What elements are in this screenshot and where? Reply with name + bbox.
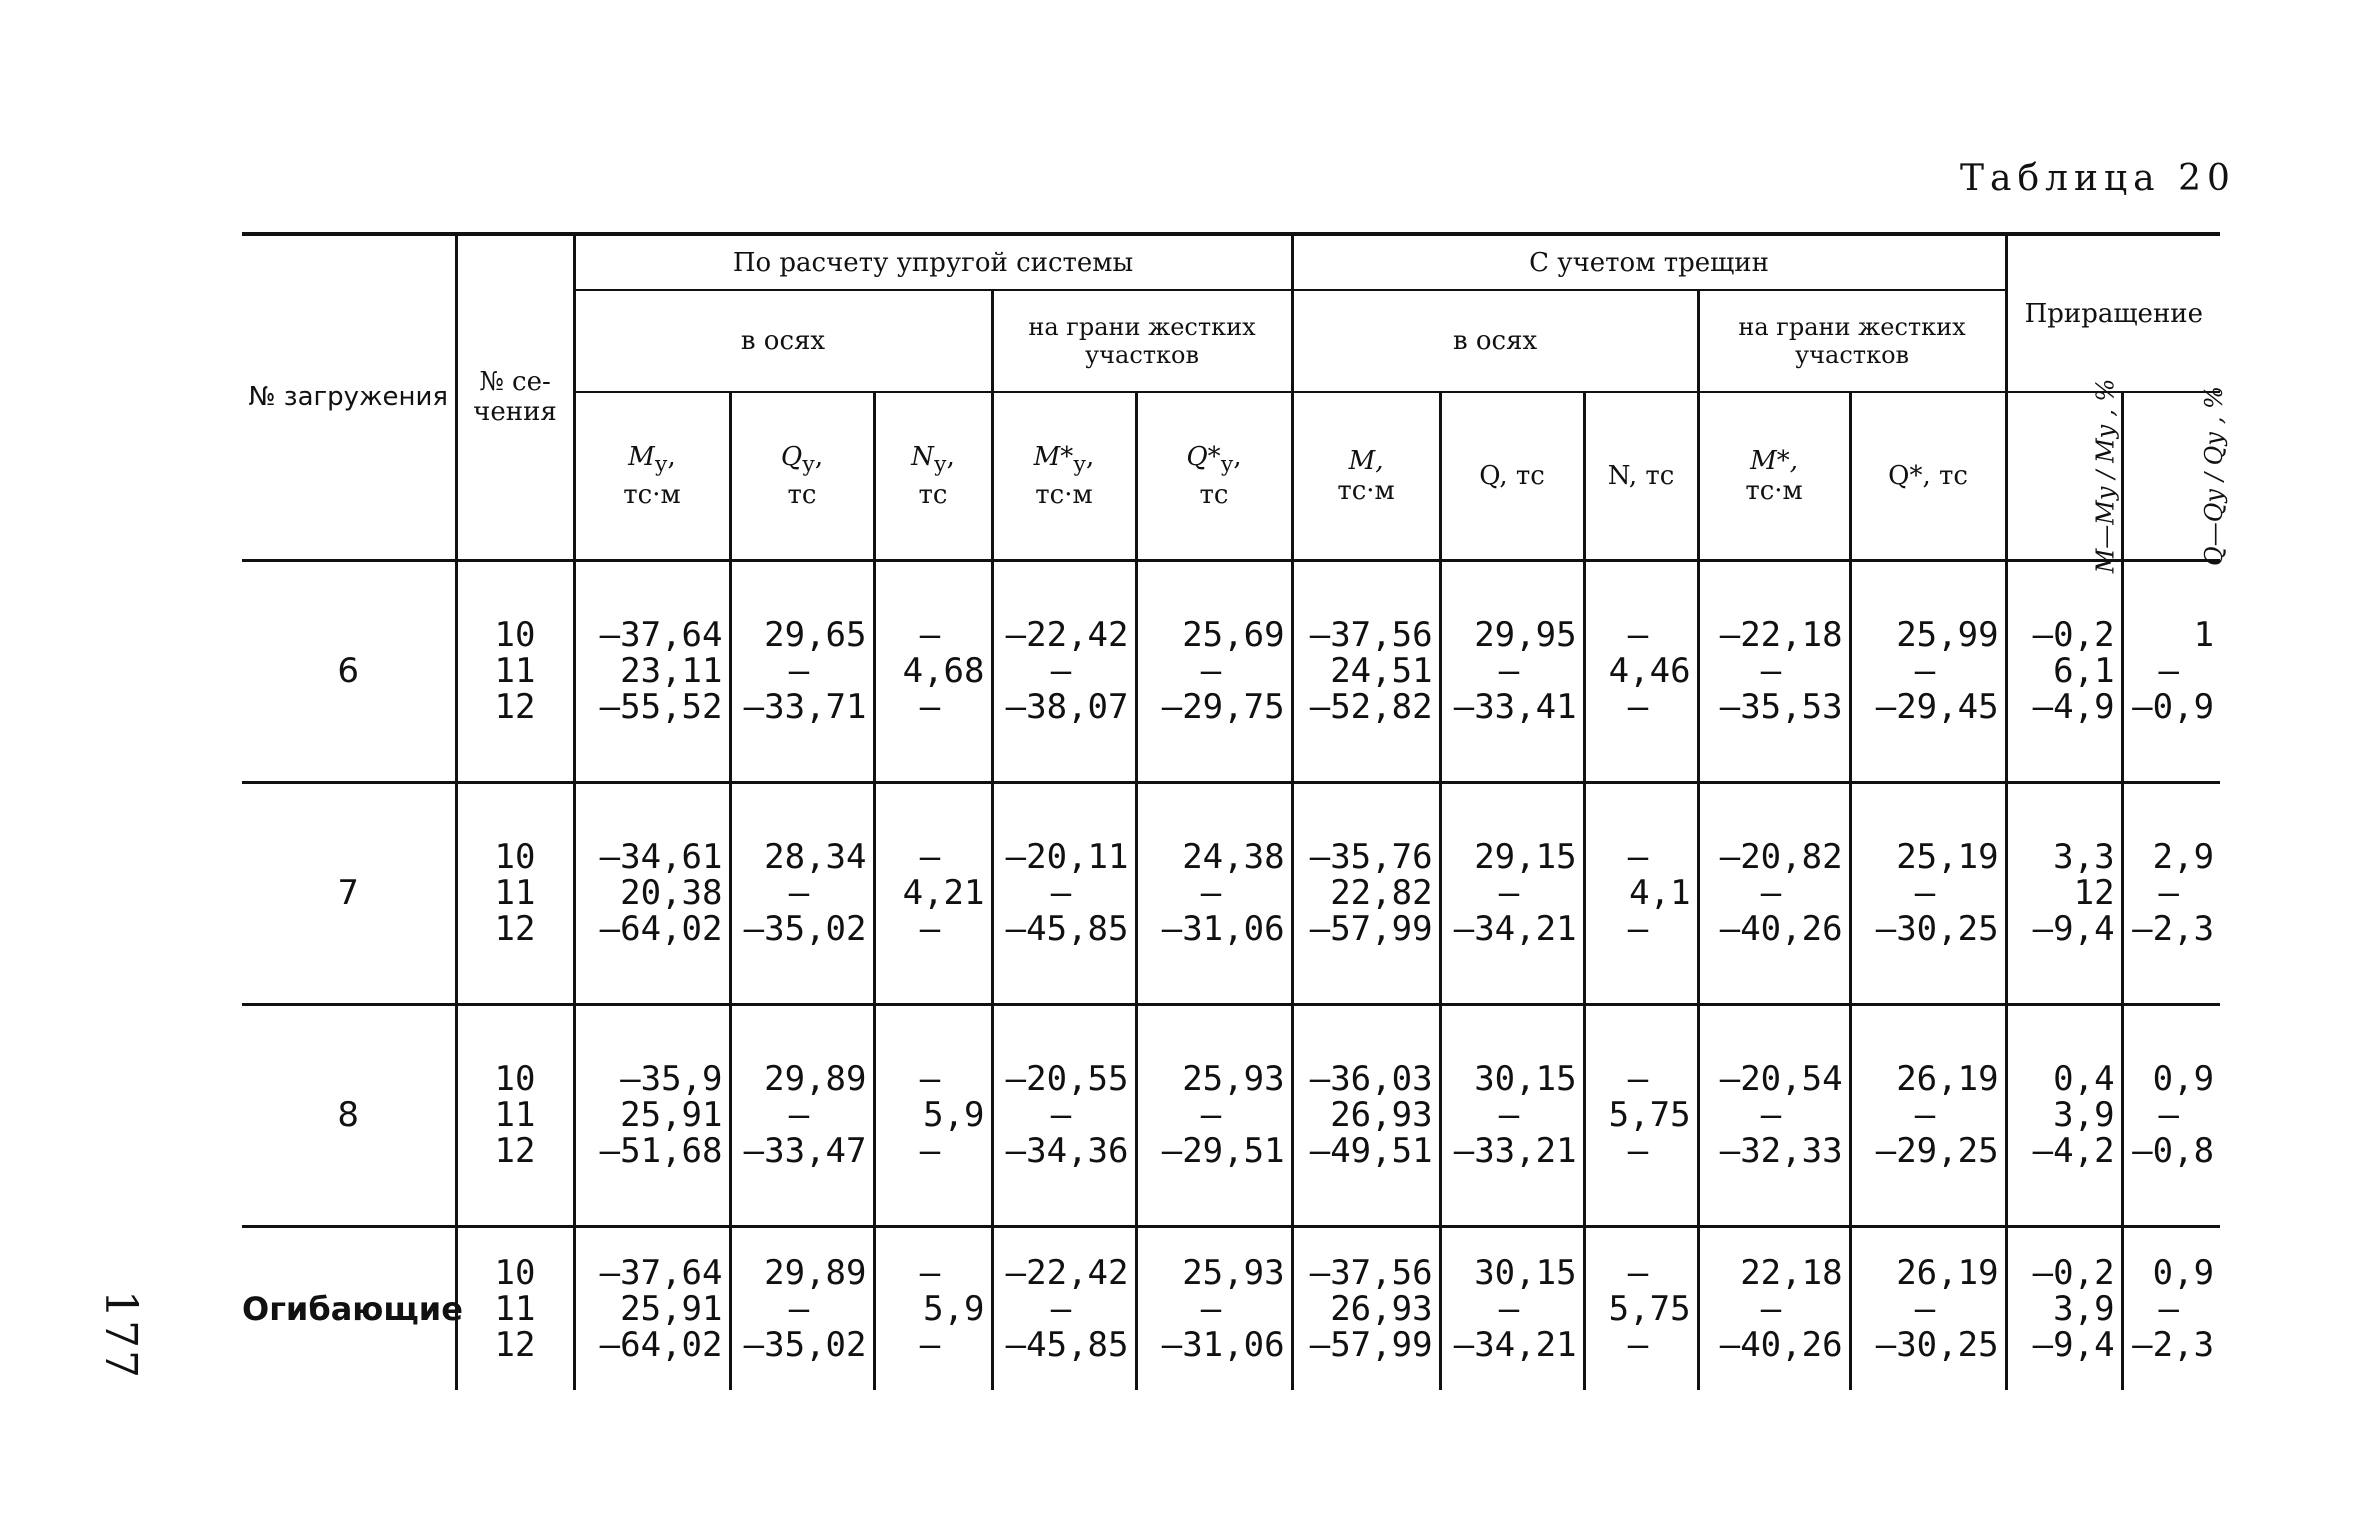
cell-value: — (1200, 873, 1222, 913)
cell-value: — (1627, 837, 1649, 877)
col-ms: M*, тс·м (1698, 392, 1850, 560)
cell-value: 2,9 (2152, 837, 2215, 877)
cell-value: —0,9 (2132, 687, 2215, 727)
cell-value: 25,99 (1896, 615, 1999, 655)
cell-value: — (1627, 909, 1649, 949)
cell-my (574, 560, 730, 782)
cell-dm (2006, 1004, 2122, 1226)
cell-m (1292, 782, 1440, 1004)
cell-value: — (1914, 1288, 1936, 1329)
cell-ny (874, 1004, 992, 1226)
cell-value: 4,1 (1629, 873, 1691, 913)
section-value: 12 (494, 1324, 536, 1365)
cell-qs (1850, 560, 2006, 782)
cell-mys (992, 1004, 1136, 1226)
cell-m (1292, 560, 1440, 782)
header-elastic-axes: в осях (574, 290, 992, 392)
cell-value: —35,02 (743, 909, 867, 949)
cell-value: — (919, 1131, 941, 1171)
cell-value: —34,61 (599, 837, 723, 877)
cell-value: — (1050, 1288, 1072, 1329)
cell-value: —29,25 (1875, 1131, 1999, 1171)
cell-value: —37,64 (599, 615, 723, 655)
cell-dq (2122, 1004, 2220, 1226)
cell-value: —9,4 (2032, 909, 2115, 949)
cell-value: — (2158, 1288, 2180, 1329)
table-row (242, 1004, 2220, 1226)
cell-value: 26,93 (1330, 1288, 1433, 1329)
load-label: 7 (242, 782, 456, 1004)
page-number: 177 (95, 1290, 146, 1380)
cell-value: 0,9 (2152, 1252, 2215, 1293)
cell-value: —22,18 (1719, 615, 1843, 655)
cell-value: 22,82 (1330, 873, 1433, 913)
cell-value: —37,56 (1309, 1252, 1433, 1293)
cell-value: —57,99 (1309, 909, 1433, 949)
cell-m (1292, 1226, 1440, 1390)
cell-value: —0,2 (2032, 1252, 2115, 1293)
cell-dq (2122, 782, 2220, 1004)
cell-dm (2006, 1226, 2122, 1390)
cell-value: — (919, 1059, 941, 1099)
cell-value: 29,15 (1474, 837, 1577, 877)
cell-value: — (1627, 687, 1649, 727)
cell-value: — (1760, 873, 1782, 913)
cell-value: —64,02 (599, 909, 723, 949)
cell-value: — (1627, 1252, 1649, 1293)
cell-value: 25,91 (620, 1095, 723, 1135)
cell-value: —34,36 (1005, 1131, 1129, 1171)
cell-value: 28,34 (764, 837, 867, 877)
header-cracks: С учетом трещин (1292, 234, 2006, 290)
cell-value: —22,42 (1005, 1252, 1129, 1293)
section-value: 11 (494, 873, 536, 913)
cell-value: 12 (2073, 873, 2115, 913)
cell-value: — (919, 687, 941, 727)
cell-value: —35,9 (620, 1059, 723, 1099)
cell-value: —30,25 (1875, 909, 1999, 949)
cell-value: — (1498, 1288, 1520, 1329)
cell-value: 22,18 (1740, 1252, 1843, 1293)
cell-value: — (1498, 651, 1520, 691)
col-q: Q, тс (1440, 392, 1584, 560)
cell-qys (1136, 782, 1292, 1004)
cell-value: —31,06 (1161, 1324, 1285, 1365)
cell-value: —31,06 (1161, 909, 1285, 949)
cell-ny (874, 560, 992, 782)
cell-value: 5,75 (1608, 1095, 1691, 1135)
cell-value: — (1627, 1324, 1649, 1365)
cell-ny (874, 1226, 992, 1390)
cell-value: 30,15 (1474, 1252, 1577, 1293)
header-cracks-faces: на грани жестких участков (1698, 290, 2006, 392)
cell-qy (730, 1226, 874, 1390)
cell-mys (992, 1226, 1136, 1390)
cell-value: —29,75 (1161, 687, 1285, 727)
cell-value: 29,89 (764, 1252, 867, 1293)
cell-value: — (1914, 873, 1936, 913)
cell-value: —52,82 (1309, 687, 1433, 727)
section-value: 10 (494, 1252, 536, 1293)
cell-q (1440, 782, 1584, 1004)
cell-value: — (1627, 1059, 1649, 1099)
cell-value: — (1627, 615, 1649, 655)
cell-value: —33,21 (1453, 1131, 1577, 1171)
load-label: Огибающие (242, 1226, 456, 1390)
cell-value: —35,02 (743, 1324, 867, 1365)
cell-value: 20,38 (620, 873, 723, 913)
header-elastic: По расчету упругой системы (574, 234, 1292, 290)
cell-value: —4,9 (2032, 687, 2115, 727)
cell-value: —29,45 (1875, 687, 1999, 727)
cell-value: — (919, 1324, 941, 1365)
cell-value: — (1050, 651, 1072, 691)
cell-value: — (919, 615, 941, 655)
cell-value: 30,15 (1474, 1059, 1577, 1099)
cell-n (1584, 782, 1698, 1004)
table-caption: Таблица 20 (1960, 158, 2236, 199)
header-increment: Приращение (2006, 234, 2220, 392)
cell-qy (730, 782, 874, 1004)
cell-value: — (1200, 651, 1222, 691)
cell-ny (874, 782, 992, 1004)
cell-value: — (1498, 873, 1520, 913)
cell-value: —45,85 (1005, 909, 1129, 949)
cell-value: — (1760, 1288, 1782, 1329)
cell-ms (1698, 782, 1850, 1004)
section-value: 10 (494, 1059, 536, 1099)
cell-q (1440, 1226, 1584, 1390)
col-m: M, тс·м (1292, 392, 1440, 560)
cell-value: 0,4 (2053, 1059, 2115, 1099)
cell-value: — (788, 873, 810, 913)
load-label: 8 (242, 1004, 456, 1226)
cell-value: —34,21 (1453, 1324, 1577, 1365)
cell-qys (1136, 560, 1292, 782)
cell-value: 4,46 (1608, 651, 1691, 691)
cell-ms (1698, 1226, 1850, 1390)
cell-my (574, 1226, 730, 1390)
cell-value: — (788, 1095, 810, 1135)
cell-value: 29,95 (1474, 615, 1577, 655)
cell-q (1440, 1004, 1584, 1226)
cell-value: — (1050, 1095, 1072, 1135)
cell-my (574, 1004, 730, 1226)
cell-value: 25,69 (1182, 615, 1285, 655)
table-row (242, 1226, 2220, 1390)
col-n: N, тс (1584, 392, 1698, 560)
cell-value: 4,21 (902, 873, 985, 913)
header-load-no: № загружения (242, 234, 456, 560)
header-cracks-axes: в осях (1292, 290, 1698, 392)
section-value: 10 (494, 837, 536, 877)
cell-dm (2006, 560, 2122, 782)
section-value: 11 (494, 1095, 536, 1135)
cell-value: —20,82 (1719, 837, 1843, 877)
cell-value: — (2158, 1095, 2180, 1135)
cell-value: —33,71 (743, 687, 867, 727)
cell-value: 23,11 (620, 651, 723, 691)
cell-value: — (2158, 651, 2180, 691)
section-cell (456, 1004, 574, 1226)
cell-value: — (788, 1288, 810, 1329)
cell-qy (730, 560, 874, 782)
cell-value: — (1760, 651, 1782, 691)
cell-value: —33,41 (1453, 687, 1577, 727)
cell-mys (992, 560, 1136, 782)
header-elastic-faces: на грани жестких участков (992, 290, 1292, 392)
section-value: 10 (494, 615, 536, 655)
section-cell (456, 782, 574, 1004)
cell-value: 3,9 (2053, 1288, 2115, 1329)
cell-value: —40,26 (1719, 909, 1843, 949)
cell-q (1440, 560, 1584, 782)
cell-ms (1698, 1004, 1850, 1226)
cell-value: 5,9 (923, 1288, 985, 1329)
cell-my (574, 782, 730, 1004)
cell-value: —0,8 (2132, 1131, 2215, 1171)
cell-value: 29,65 (764, 615, 867, 655)
cell-value: —4,2 (2032, 1131, 2115, 1171)
cell-value: — (919, 837, 941, 877)
section-cell (456, 560, 574, 782)
cell-value: —2,3 (2132, 1324, 2215, 1365)
cell-value: 24,51 (1330, 651, 1433, 691)
col-ny: $N_у$, тс (874, 392, 992, 560)
cell-n (1584, 560, 1698, 782)
section-value: 11 (494, 651, 536, 691)
cell-value: 6,1 (2053, 651, 2115, 691)
section-value: 12 (494, 1131, 536, 1171)
col-mys: $M*_у$, тс·м (992, 392, 1136, 560)
cell-value: 25,91 (620, 1288, 723, 1329)
cell-value: —37,64 (599, 1252, 723, 1293)
cell-value: 5,9 (923, 1095, 985, 1135)
cell-value: —40,26 (1719, 1324, 1843, 1365)
cell-n (1584, 1004, 1698, 1226)
cell-value: — (919, 909, 941, 949)
cell-value: 24,38 (1182, 837, 1285, 877)
cell-qys (1136, 1226, 1292, 1390)
col-qys: $Q*_у$, тс (1136, 392, 1292, 560)
cell-value: 0,9 (2152, 1059, 2215, 1099)
cell-value: 3,9 (2053, 1095, 2115, 1135)
cell-m (1292, 1004, 1440, 1226)
col-my: $M_у$, тс·м (574, 392, 730, 560)
cell-value: —34,21 (1453, 909, 1577, 949)
cell-qs (1850, 1004, 2006, 1226)
cell-n (1584, 1226, 1698, 1390)
results-table (242, 232, 2228, 1390)
cell-value: — (1627, 1131, 1649, 1171)
col-qy: $Q_у$, тс (730, 392, 874, 560)
cell-value: — (1050, 873, 1072, 913)
cell-value: —20,55 (1005, 1059, 1129, 1099)
cell-value: —55,52 (599, 687, 723, 727)
table-row (242, 560, 2220, 782)
cell-value: —32,33 (1719, 1131, 1843, 1171)
cell-value: —45,85 (1005, 1324, 1129, 1365)
section-value: 12 (494, 909, 536, 949)
cell-value: —2,3 (2132, 909, 2215, 949)
cell-value: —35,76 (1309, 837, 1433, 877)
cell-dq (2122, 1226, 2220, 1390)
cell-value: —38,07 (1005, 687, 1129, 727)
cell-value: —37,56 (1309, 615, 1433, 655)
cell-value: 5,75 (1608, 1288, 1691, 1329)
cell-dm (2006, 782, 2122, 1004)
cell-value: 25,19 (1896, 837, 1999, 877)
table-row (242, 782, 2220, 1004)
cell-value: — (2158, 873, 2180, 913)
cell-value: — (1200, 1095, 1222, 1135)
cell-value: —9,4 (2032, 1324, 2115, 1365)
cell-qs (1850, 782, 2006, 1004)
cell-value: —22,42 (1005, 615, 1129, 655)
cell-value: —57,99 (1309, 1324, 1433, 1365)
cell-value: — (1200, 1288, 1222, 1329)
cell-qs (1850, 1226, 2006, 1390)
cell-value: 29,89 (764, 1059, 867, 1099)
cell-value: —29,51 (1161, 1131, 1285, 1171)
cell-value: —64,02 (599, 1324, 723, 1365)
cell-dq (2122, 560, 2220, 782)
col-dm: M—Mу / Mу , % (2006, 392, 2122, 560)
header-section-no: № се- чения (456, 234, 574, 560)
cell-qy (730, 1004, 874, 1226)
cell-value: —20,11 (1005, 837, 1129, 877)
cell-value: — (1760, 1095, 1782, 1135)
cell-value: 1 (2193, 615, 2215, 655)
cell-value: — (1498, 1095, 1520, 1135)
cell-value: — (788, 651, 810, 691)
section-value: 11 (494, 1288, 536, 1329)
cell-value: 3,3 (2053, 837, 2115, 877)
cell-value: 26,19 (1896, 1059, 1999, 1099)
cell-value: — (919, 1252, 941, 1293)
cell-mys (992, 782, 1136, 1004)
cell-qys (1136, 1004, 1292, 1226)
section-cell (456, 1226, 574, 1390)
cell-value: —30,25 (1875, 1324, 1999, 1365)
cell-value: —36,03 (1309, 1059, 1433, 1099)
cell-value: —33,47 (743, 1131, 867, 1171)
cell-value: 26,93 (1330, 1095, 1433, 1135)
cell-value: —49,51 (1309, 1131, 1433, 1171)
cell-ms (1698, 560, 1850, 782)
section-value: 12 (494, 687, 536, 727)
cell-value: —35,53 (1719, 687, 1843, 727)
cell-value: 25,93 (1182, 1059, 1285, 1099)
cell-value: 25,93 (1182, 1252, 1285, 1293)
cell-value: 26,19 (1896, 1252, 1999, 1293)
cell-value: 4,68 (902, 651, 985, 691)
col-dq: Q—Qу / Qу , % (2122, 392, 2220, 560)
col-qs: Q*, тс (1850, 392, 2006, 560)
cell-value: —51,68 (599, 1131, 723, 1171)
load-label: 6 (337, 651, 360, 691)
cell-value: —0,2 (2032, 615, 2115, 655)
cell-value: —20,54 (1719, 1059, 1843, 1099)
cell-value: — (1914, 651, 1936, 691)
cell-value: — (1914, 1095, 1936, 1135)
